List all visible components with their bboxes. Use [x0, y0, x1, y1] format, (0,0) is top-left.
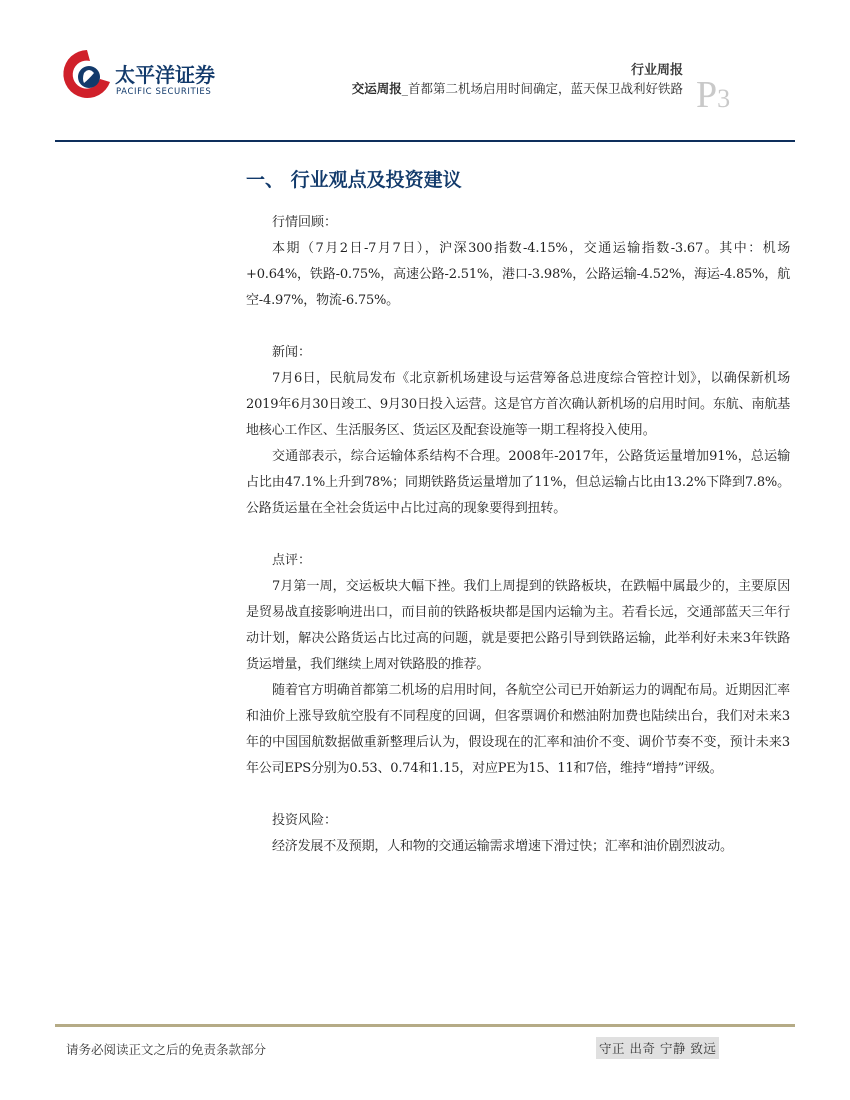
comment-label: 点评：: [272, 553, 312, 568]
report-type: 行业周报: [630, 63, 683, 78]
report-title-rest: _首都第二机场启用时间确定，蓝天保卫战利好铁路: [401, 81, 683, 96]
company-logo: [60, 46, 240, 106]
comment-paragraph: 随着官方明确首都第二机场的启用时间，各航空公司已开始新运力的调配布局。近期因汇率和油价上涨导致航空股有不同程度的回调，但客票调价和燃油附加费也陆续出台，我们对未来3年的中国国航数据做重新整理后认为，假设现在的汇率和油价不变、调价节奏不变，预计未来3年公司EPS分别为0.53、0.74和1.15，对应PE为15、11和7倍，维持“增持”评级。: [246, 683, 790, 776]
comment-paragraph: 7月第一周，交运板块大幅下挫。我们上周提到的铁路板块，在跌幅中属最少的，主要原因是贸易战直接影响进出口，而目前的铁路板块都是国内运输为主。若看长远，交通部蓝天三年行动计划，解决公路货运占比过高的问题，就是要把公路引导到铁路运输，此举利好未来3年铁路货运增量，我们继续上周对铁路股的推荐。: [246, 579, 790, 672]
pacific-securities-logo-icon: [60, 46, 114, 104]
footer-divider: [55, 1024, 795, 1027]
report-title-bold: 交运周报: [351, 81, 402, 96]
spacer: [246, 314, 790, 340]
report-title: [352, 79, 683, 97]
spacer: [246, 782, 790, 808]
page-letter: P: [696, 74, 718, 116]
spacer: [246, 522, 790, 548]
page-number-digit: 3: [717, 84, 731, 113]
section-title: 一、 行业观点及投资建议: [246, 169, 462, 191]
logo-english-name: PACIFIC SECURITIES: [116, 87, 212, 97]
page-number: [696, 76, 730, 114]
main-content: [246, 165, 790, 860]
disclaimer-note: 请务必阅读正文之后的免责条款部分: [66, 1042, 267, 1057]
logo-chinese-name: 太平洋证券: [115, 63, 215, 87]
news-label: 新闻：: [272, 345, 312, 360]
market-review-label: 行情回顾：: [272, 215, 338, 230]
news-paragraph: 7月6日，民航局发布《北京新机场建设与运营筹备总进度综合管控计划》，以确保新机场2019年6月30日竣工、9月30日投入运营。这是官方首次确认新机场的启用时间。东航、南航基地核心工作区、生活服务区、货运区及配套设施等一期工程将投入使用。: [246, 371, 790, 438]
risk-paragraph: 经济发展不及预期，人和物的交通运输需求增速下滑过快；汇率和油价剧烈波动。: [272, 839, 733, 854]
news-paragraph: 交通部表示，综合运输体系结构不合理。2008年-2017年，公路货运量增加91%，总运输占比由47.1%上升到78%；同期铁路货运量增加了11%，但总运输占比由13.2%下降到7.8%。公路货运量在全社会货运中占比过高的现象要得到扭转。: [246, 449, 790, 516]
header-divider: [55, 140, 795, 142]
market-review-paragraph: 本期（7月2日-7月7日），沪深300指数-4.15%，交通运输指数-3.67。其中：机场+0.64%，铁路-0.75%，高速公路-2.51%，港口-3.98%，公路运输-4.52%，海运-4.85%，航空-4.97%，物流-6.75%。: [246, 241, 790, 308]
company-motto: 守正 出奇 宁静 致远: [596, 1037, 719, 1059]
risk-label: 投资风险：: [272, 813, 338, 828]
